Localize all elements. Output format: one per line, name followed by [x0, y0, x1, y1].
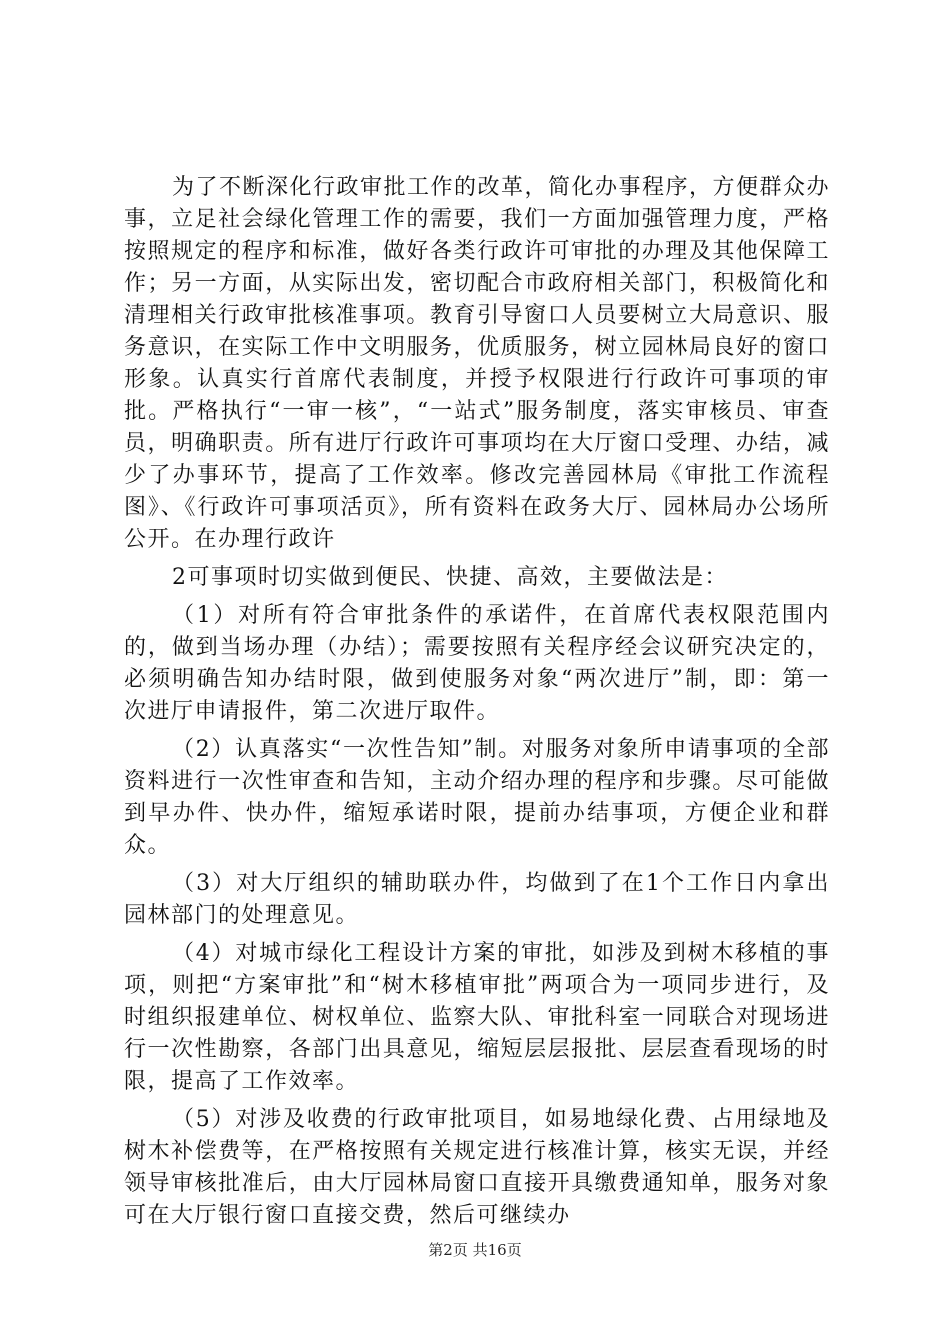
paragraph-item-5: （5）对涉及收费的行政审批项目，如易地绿化费、占用绿地及树木补偿费等，在严格按照有关规定进行核准计算，核实无误，并经领导审核批准后，由大厅园林局窗口直接开具缴费通知单，服务对象可在大厅银行窗口直接交费，然后可继续办 — [124, 1107, 830, 1228]
paragraph-item-3: （3）对大厅组织的辅助联办件，均做到了在1个工作日内拿出园林部门的处理意见。 — [124, 871, 830, 928]
page-number-footer: 第2页 共16页 — [428, 1241, 522, 1259]
paragraph-intro: 为了不断深化行政审批工作的改革，简化办事程序，方便群众办事，立足社会绿化管理工作的需要，我们一方面加强管理力度，严格按照规定的程序和标准，做好各类行政许可审批的办理及其他保障工作；另一方面，从实际出发，密切配合市政府相关部门，积极简化和清理相关行政审批核准事项。教育引导窗口人员要树立大局意识、服务意识，在实际工作中文明服务，优质服务，树立园林局良好的窗口形象。认真实行首席代表制度，并授予权限进行行政许可事项的审批。严格执行“一审一核”，“一站式”服务制度，落实审核员、审查员，明确职责。所有进厅行政许可事项均在大厅窗口受理、办结，减少了办事环节，提高了工作效率。修改完善园林局《审批工作流程图》、《行政许可事项活页》，所有资料在政务大厅、园林局办公场所公开。在办理行政许 — [124, 175, 831, 552]
paragraph-item-4: （4）对城市绿化工程设计方案的审批，如涉及到树木移植的事项，则把“方案审批”和“树木移植审批”两项合为一项同步进行，及时组织报建单位、树权单位、监察大队、审批科室一同联合对现场进行一次性勘察，各部门出具意见，缩短层层报批、层层查看现场的时限，提高了工作效率。 — [124, 941, 830, 1094]
paragraph-item-2: （2）认真落实“一次性告知”制。对服务对象所申请事项的全部资料进行一次性审查和告知，主动介绍办理的程序和步骤。尽可能做到早办件、快办件，缩短承诺时限，提前办结事项，方便企业和群众。 — [124, 737, 830, 858]
paragraph-main-practices: 2可事项时切实做到便民、快捷、高效，主要做法是： — [172, 565, 728, 590]
document-body — [124, 172, 830, 1238]
paragraph-item-1: （1）对所有符合审批条件的承诺件，在首席代表权限范围内的，做到当场办理（办结）；需要按照有关程序经会议研究决定的，必须明确告知办结时限，做到使服务对象“两次进厅”制，即：第一次进厅申请报件，第二次进厅取件。 — [124, 603, 830, 724]
